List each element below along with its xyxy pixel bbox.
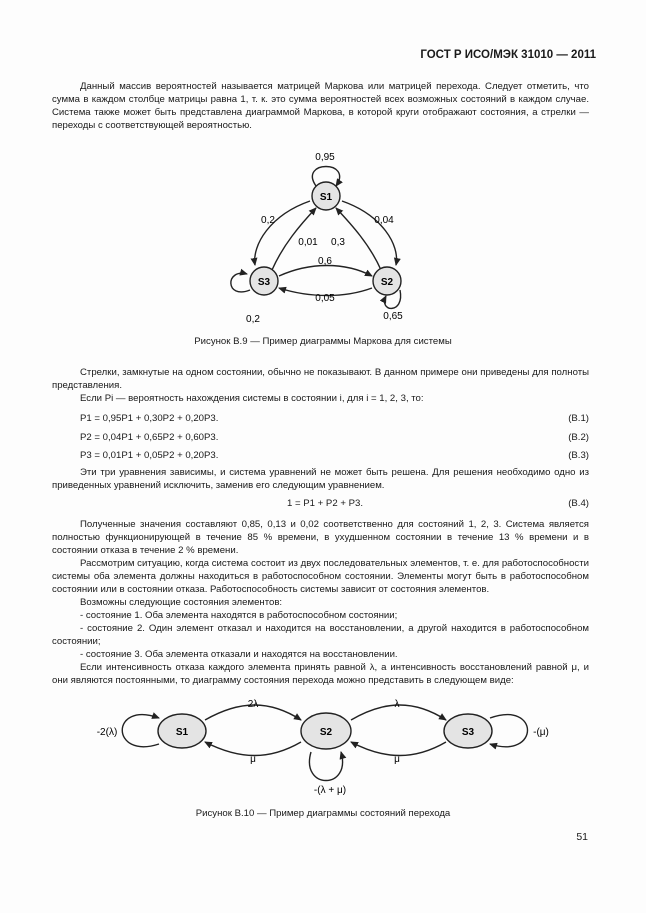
paragraph-dependent-equations: Эти три уравнения зависимы, и система уравнений не может быть решена. Для решения необходимо одно из приведенных уравнений исключить, заменив его следующим уравнением. <box>52 467 589 491</box>
label-t-s1-s2: 2λ <box>247 699 259 710</box>
arrow-t-s1-self <box>122 715 159 747</box>
label-t-s2-self: -(λ + μ) <box>313 785 347 796</box>
equation-b1-number: (В.1) <box>568 413 589 424</box>
equation-b4-number: (В.4) <box>568 498 589 509</box>
figure-b10-caption: Рисунок В.10 — Пример диаграммы состояний перехода <box>195 808 451 819</box>
equation-b3 <box>80 449 589 462</box>
page-header: ГОСТ Р ИСО/МЭК 31010 — 2011 <box>420 49 596 61</box>
state-s2-label: S2 <box>380 277 394 288</box>
equation-b1-text: P1 = 0,95P1 + 0,30P2 + 0,20P3. <box>80 413 219 424</box>
label-t-s3-s2: μ <box>394 754 400 765</box>
paragraph-markov-matrix: Данный массив вероятностей называется матрицей Маркова или матрицей перехода. Следует отметить, что сумма в каждом столбце матрицы равна 1, т. к. это сумма вероятностей всех возможных состояний в каждом случае. Система также может быть представлена диаграммой Маркова, в которой круги отображают состояния, а стрелки — переходы с соответствующей вероятностью. <box>52 81 589 131</box>
t-state-s2-label: S2 <box>319 727 333 738</box>
list-item-state-1: - состояние 1. Оба элемента находятся в работоспособном состоянии; <box>80 610 398 621</box>
list-item-state-3: - состояние 3. Оба элемента отказали и находятся на восстановлении. <box>80 649 398 660</box>
equation-b3-text: P3 = 0,01P1 + 0,05P2 + 0,20P3. <box>80 450 219 461</box>
label-s3-s1: 0,01 <box>298 237 318 248</box>
equation-b2-text: P2 = 0,04P1 + 0,65P2 + 0,60P3. <box>80 432 219 443</box>
arrow-s1-s3 <box>255 201 310 265</box>
label-s3-s2: 0,6 <box>318 256 332 267</box>
markov-diagram-figure <box>0 140 646 330</box>
figure-b9-caption: Рисунок В.9 — Пример диаграммы Маркова для системы <box>194 336 452 347</box>
arrow-t-s3-self <box>490 715 528 747</box>
paragraph-loops-note: Стрелки, замкнутые на одном состоянии, обычно не показывают. В данном примере они приведены для полноты представления. <box>52 367 589 391</box>
label-t-s2-s1: μ <box>250 754 256 765</box>
paragraph-pi-definition: Если Pi — вероятность нахождения системы в состоянии i, для i = 1, 2, 3, то: <box>80 393 424 404</box>
label-s3-self: 0,2 <box>246 314 260 325</box>
paragraph-results: Полученные значения составляют 0,85, 0,13 и 0,02 соответственно для состояний 1, 2, 3. Система является полностью функционирующей в течение 85 % времени, в ухудшенном состоянии в течение 13 % времени и в состоянии отказа в течение 2 % времени. <box>52 519 589 556</box>
label-s1-s3: 0,2 <box>261 215 275 226</box>
t-state-s3-label: S3 <box>461 727 475 738</box>
label-s1-s2: 0,04 <box>374 215 394 226</box>
state-s1-label: S1 <box>319 192 333 203</box>
equation-b4-text: 1 = P1 + P2 + P3. <box>287 498 364 509</box>
equation-b2-number: (В.2) <box>568 432 589 443</box>
label-s2-s3: 0,05 <box>315 293 335 304</box>
equation-b3-number: (В.3) <box>568 450 589 461</box>
arrow-t-s2-self <box>309 752 342 781</box>
label-t-s2-s3: λ <box>394 699 400 710</box>
label-s2-self: 0,65 <box>383 311 403 322</box>
paragraph-two-elements: Рассмотрим ситуацию, когда система состоит из двух последовательных элементов, т. е. для работоспособности системы оба элемента должны находиться в работоспособном состоянии. Элементы могут быть в работоспособном состоянии или в состоянии отказа. Работоспособность системы зависит от состояния элементов. <box>52 558 589 595</box>
equation-b2 <box>80 431 589 444</box>
arrow-s3-s2 <box>279 266 372 277</box>
state-s3-label: S3 <box>257 277 271 288</box>
arrow-s3-self <box>231 273 250 292</box>
label-t-s1-self: -2(λ) <box>96 727 118 738</box>
list-item-state-2: - состояние 2. Один элемент отказал и находится на восстановлении, а другой находится в работоспособном состоянии; <box>52 623 589 647</box>
arrow-s1-s2 <box>342 201 397 265</box>
paragraph-intensity: Если интенсивность отказа каждого элемента принять равной λ, а интенсивность восстановлений равной μ, и они являются постоянными, то диаграмму состояния перехода можно представить в следующем виде: <box>52 662 589 686</box>
label-t-s3-self: -(μ) <box>533 727 549 738</box>
transition-diagram-figure <box>0 690 646 800</box>
t-state-s1-label: S1 <box>175 727 189 738</box>
paragraph-possible-states: Возможны следующие состояния элементов: <box>80 597 283 608</box>
label-s2-s1: 0,3 <box>331 237 345 248</box>
label-s1-self: 0,95 <box>315 152 335 163</box>
page-number: 51 <box>576 831 588 843</box>
equation-b1 <box>80 412 589 425</box>
